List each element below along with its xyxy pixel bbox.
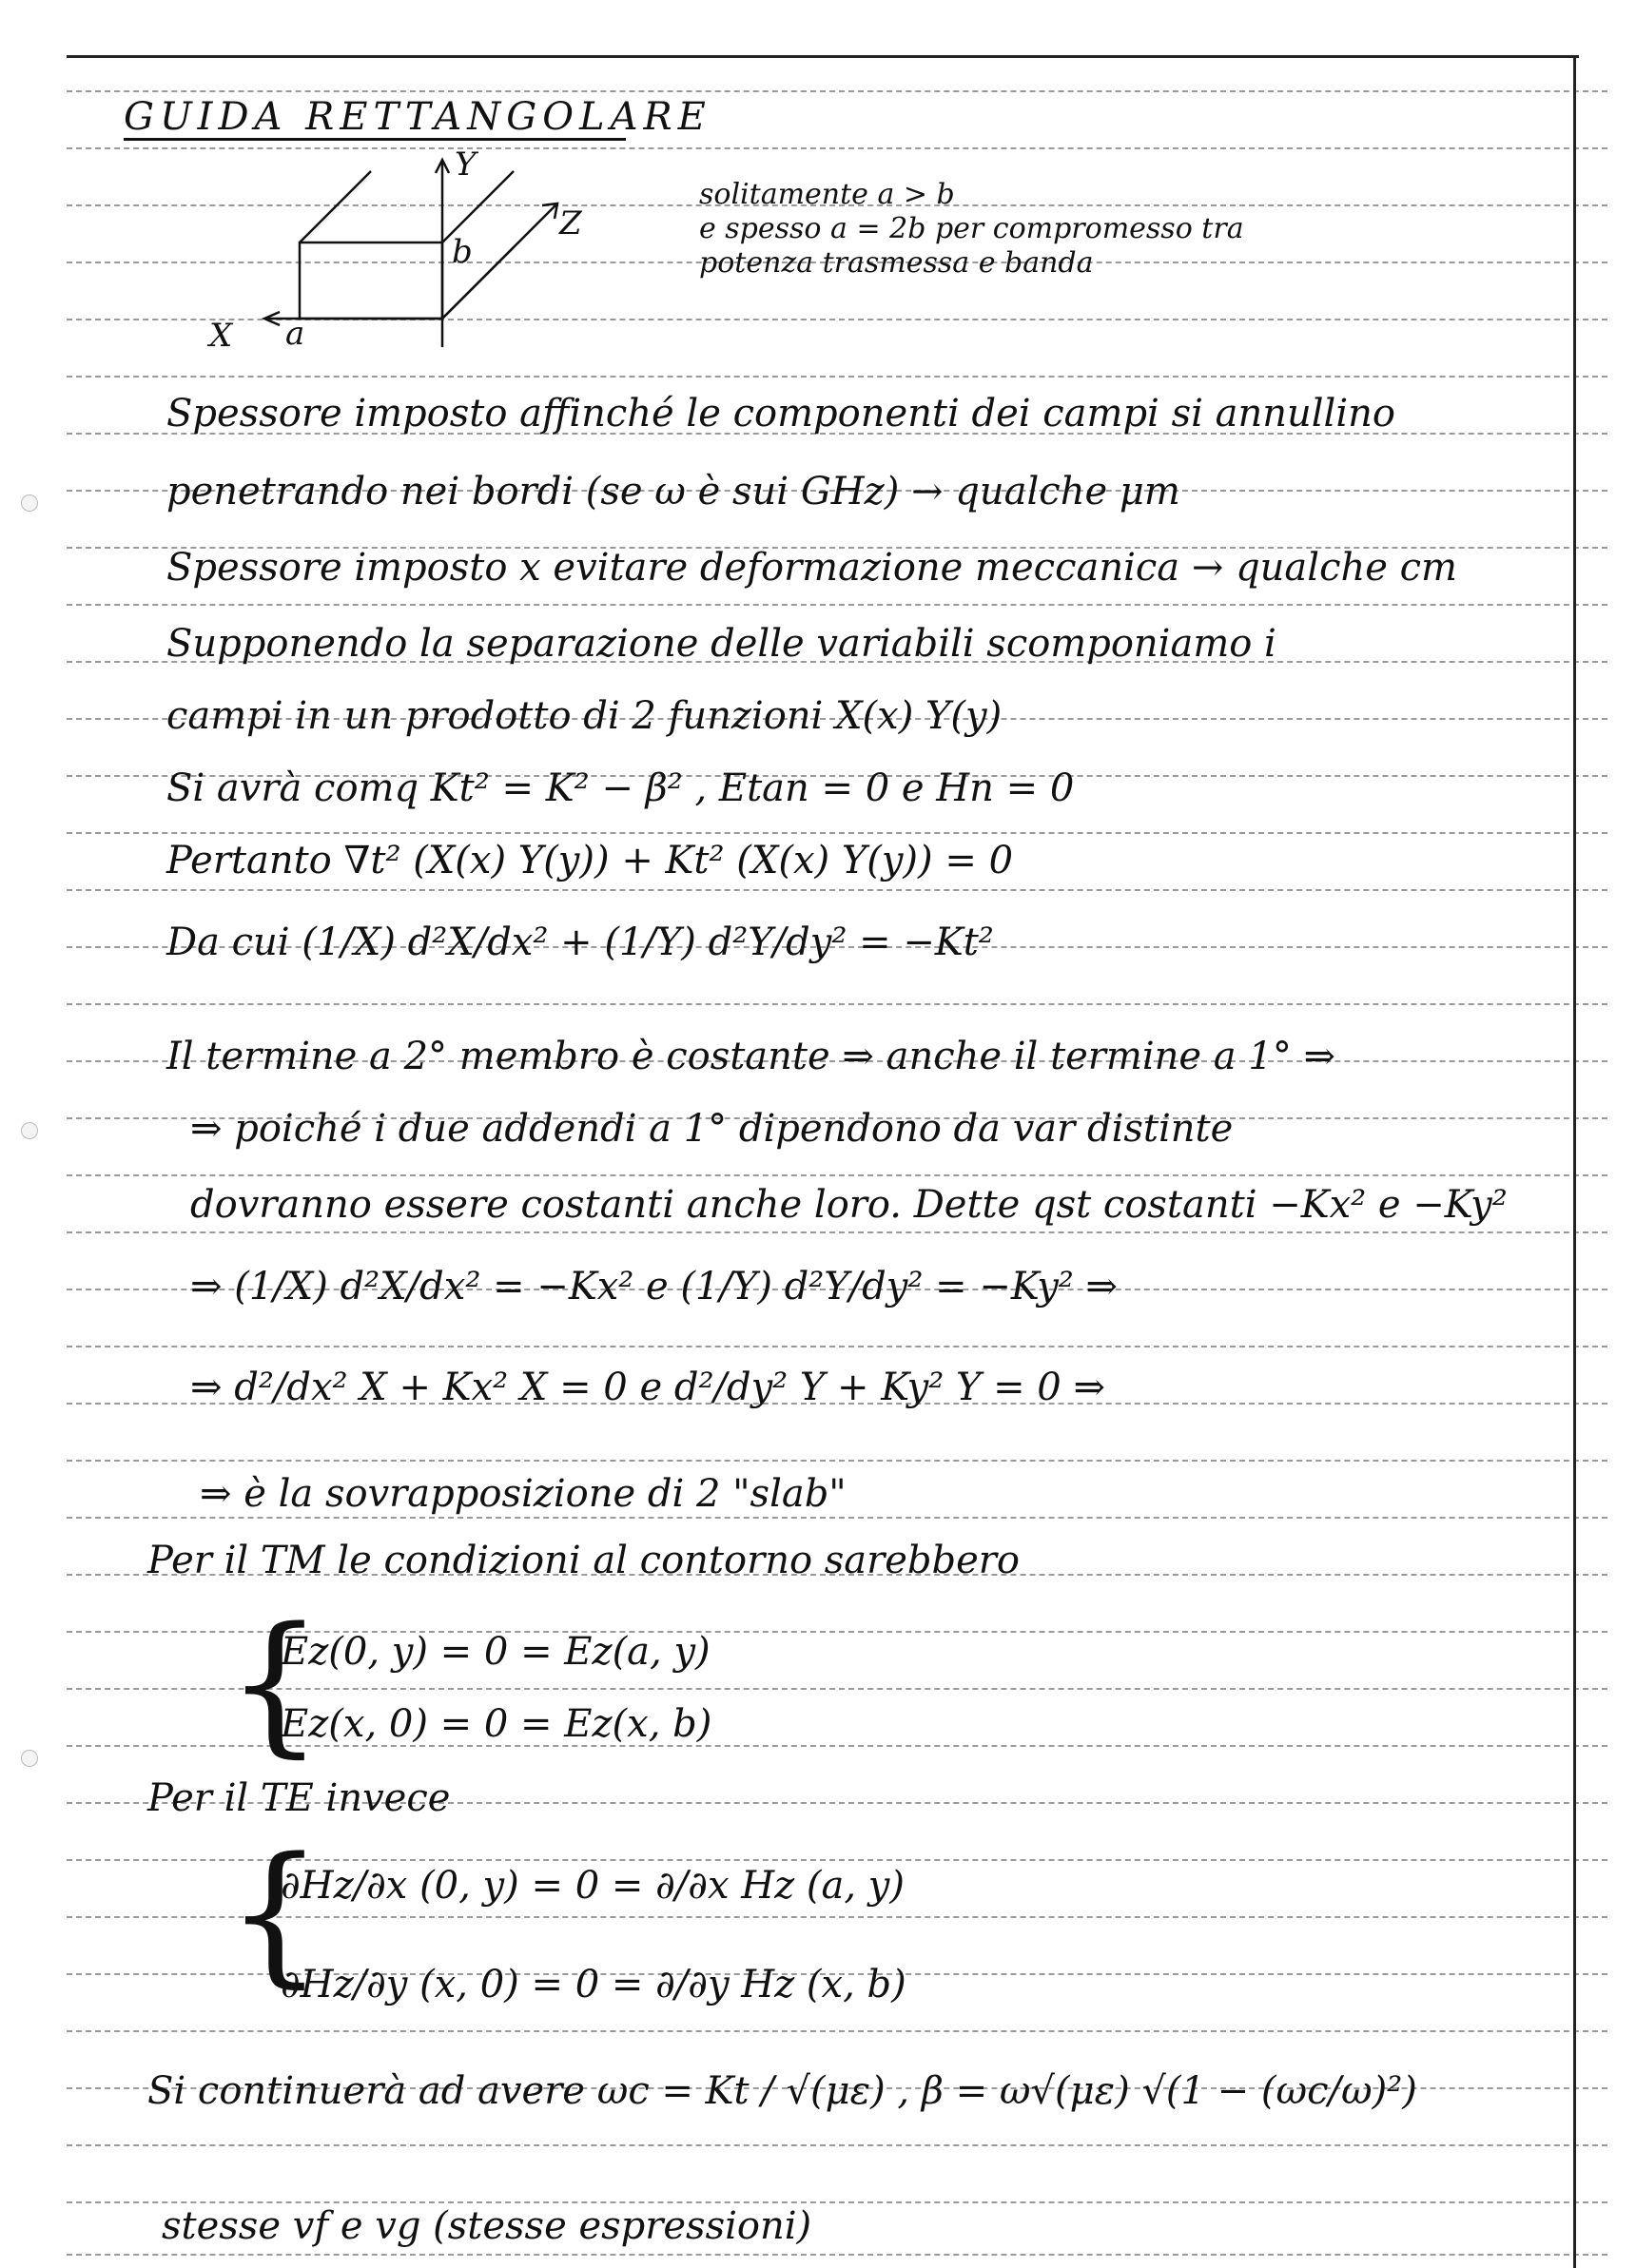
right-margin-line (1573, 57, 1576, 2268)
left-brace-icon: { (226, 1824, 323, 2002)
side-note-line: e spesso a = 2b per compromesso tra (699, 212, 1244, 245)
text-line: Per il TM le condizioni al contorno sarebbero (147, 1539, 1021, 1582)
ruled-line (67, 604, 1607, 606)
text-line: ⇒ è la sovrapposizione di 2 "slab" (200, 1472, 847, 1516)
ruled-line (67, 2144, 1607, 2146)
binder-hole (21, 1750, 38, 1767)
text-line: Per il TE invece (147, 1776, 451, 1820)
text-line: dovranno essere costanti anche loro. Dette qst costanti −Kx² e −Ky² (190, 1183, 1508, 1227)
binder-hole (21, 494, 38, 512)
text-line: Supponendo la separazione delle variabili scomponiamo i (166, 622, 1276, 666)
ruled-line (67, 1346, 1607, 1347)
equation-line: ∂Hz/∂y (x, 0) = 0 = ∂/∂y Hz (x, b) (281, 1963, 906, 2006)
equation-line: ∂Hz/∂x (0, y) = 0 = ∂/∂x Hz (a, y) (281, 1864, 905, 1908)
ruled-line (67, 889, 1607, 891)
text-line: Si avrà comq Kt² = K² − β² , Etan = 0 e Hn = 0 (166, 766, 1075, 810)
binder-hole (21, 1122, 38, 1139)
title-underline (124, 138, 626, 141)
page-top-edge (67, 55, 1579, 58)
ruled-line (67, 2030, 1607, 2032)
axis-y-label: Y (455, 145, 477, 184)
axis-x-label: X (209, 317, 233, 355)
text-line: Da cui (1/X) d²X/dx² + (1/Y) d²Y/dy² = −Kt² (166, 921, 994, 964)
dimension-b-label: b (452, 233, 473, 271)
left-brace-icon: { (226, 1594, 323, 1772)
ruled-line (67, 1231, 1607, 1233)
ruled-line (67, 90, 1607, 92)
side-note-line: solitamente a > b (699, 178, 955, 211)
equation-line: Ez(0, y) = 0 = Ez(a, y) (281, 1630, 711, 1674)
text-line: Pertanto ∇t² (X(x) Y(y)) + Kt² (X(x) Y(y)) = 0 (166, 839, 1014, 882)
waveguide-diagram (190, 143, 599, 361)
ruled-line (67, 1517, 1607, 1519)
text-line: ⇒ poiché i due addendi a 1° dipendono da var distinte (190, 1107, 1234, 1151)
text-line: Il termine a 2° membro è costante ⇒ anche il termine a 1° ⇒ (166, 1035, 1336, 1078)
axis-z-label: Z (559, 204, 582, 242)
text-line: penetrando nei bordi (se ω è sui GHz) → qualche μm (166, 470, 1180, 514)
text-line: ⇒ (1/X) d²X/dx² = −Kx² e (1/Y) d²Y/dy² = −Ky² ⇒ (190, 1265, 1119, 1308)
equation-line: Ez(x, 0) = 0 = Ez(x, b) (281, 1702, 712, 1746)
ruled-line (67, 376, 1607, 378)
ruled-line (67, 2201, 1607, 2203)
dimension-a-label: a (285, 315, 305, 353)
page-title: GUIDA RETTANGOLARE (124, 95, 711, 139)
text-line: ⇒ d²/dx² X + Kx² X = 0 e d²/dy² Y + Ky² Y = 0 ⇒ (190, 1366, 1105, 1409)
ruled-line (67, 1174, 1607, 1176)
ruled-line (67, 2254, 1607, 2256)
text-line: Spessore imposto x evitare deformazione meccanica → qualche cm (166, 546, 1457, 590)
text-line: campi in un prodotto di 2 funzioni X(x) Y(y) (166, 694, 1003, 738)
text-line: Si continuerà ad avere ωc = Kt / √(με) , β = ω√(με) √(1 − (ωc/ω)²) (147, 2069, 1417, 2113)
ruled-line (67, 1460, 1607, 1462)
ruled-line (67, 832, 1607, 834)
text-line: stesse vf e vg (stesse espressioni) (162, 2204, 812, 2248)
side-note-line: potenza trasmessa e banda (699, 246, 1094, 280)
waveguide-sketch (190, 143, 599, 361)
ruled-line (67, 1003, 1607, 1005)
text-line: Spessore imposto affinché le componenti dei campi si annullino (166, 392, 1395, 436)
